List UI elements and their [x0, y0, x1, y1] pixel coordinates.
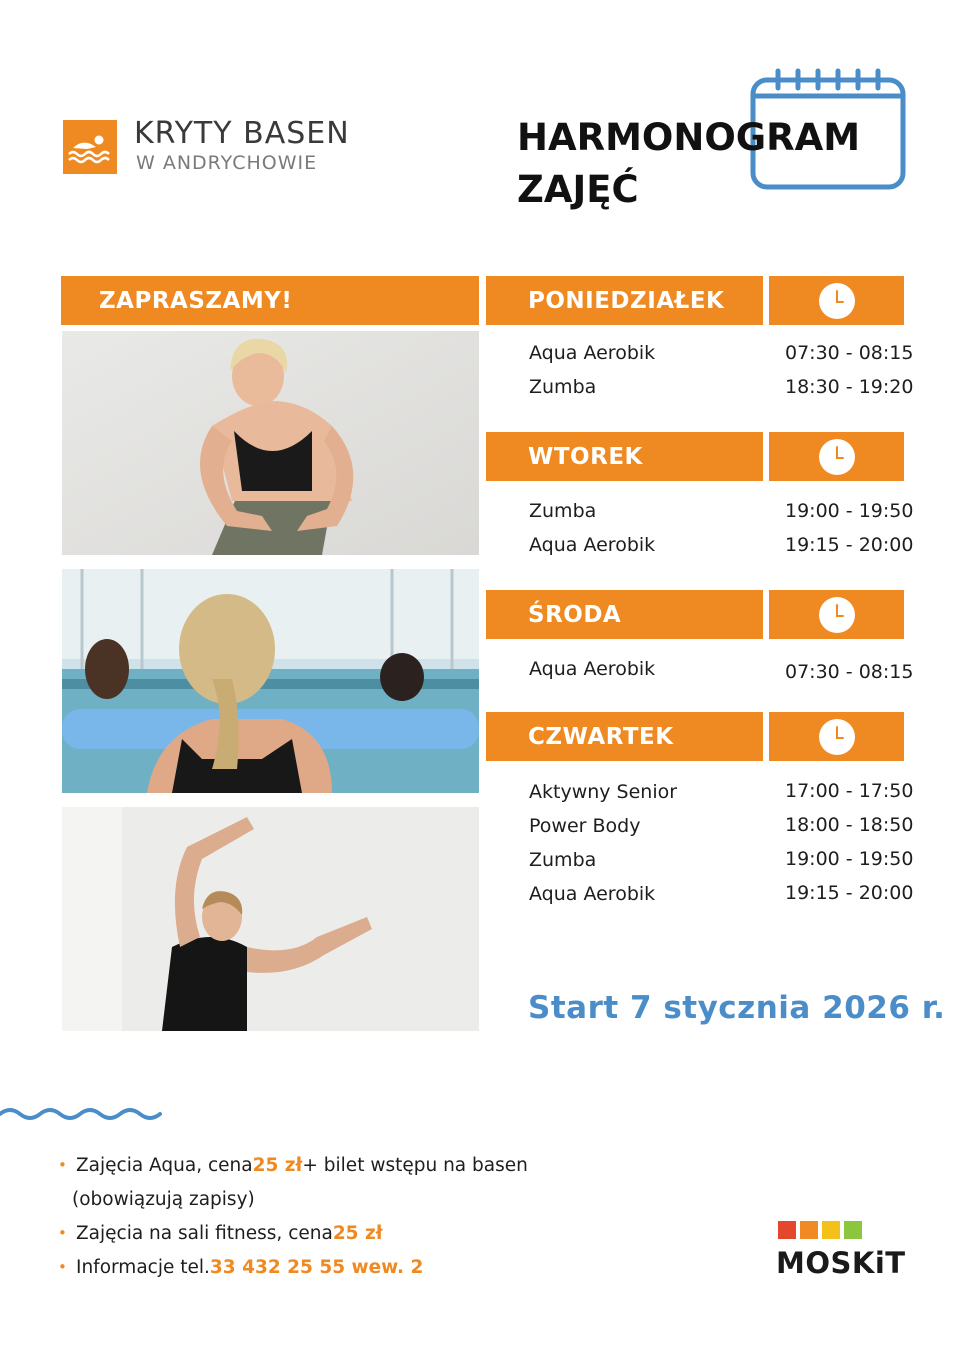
class-name: Aqua Aerobik	[529, 658, 656, 680]
photo-fitness-woman	[62, 331, 479, 555]
logo-title: KRYTY BASEN	[134, 116, 350, 151]
moskit-logo-square-red	[778, 1221, 796, 1239]
info-fitness-prefix: Zajęcia na sali fitness, cena	[76, 1222, 333, 1244]
time-header-wednesday	[769, 590, 904, 639]
day-bar-wednesday	[486, 590, 763, 639]
class-time: 07:30 - 08:15	[785, 342, 914, 364]
info-list	[58, 1148, 528, 1284]
info-phone: 33 432 25 55 wew. 2	[209, 1256, 424, 1278]
moskit-logo-text: MOSKiT	[776, 1246, 906, 1280]
class-name: Aqua Aerobik	[529, 342, 656, 364]
title-line-1: HARMONOGRAM	[517, 116, 861, 159]
title-line-2: ZAJĘĆ	[517, 168, 639, 211]
moskit-logo-square-green	[844, 1221, 862, 1239]
invite-bar	[61, 276, 479, 325]
moskit-logo-square-orange	[800, 1221, 818, 1239]
class-name: Zumba	[529, 500, 597, 522]
class-time: 19:00 - 19:50	[785, 848, 914, 870]
class-time: 19:15 - 20:00	[785, 882, 914, 904]
day-name: ŚRODA	[528, 601, 622, 628]
class-name: Aktywny Senior	[529, 781, 678, 803]
info-aqua-prefix: Zajęcia Aqua, cena	[76, 1154, 253, 1176]
invite-label: ZAPRASZAMY!	[99, 287, 293, 314]
clock-icon	[818, 282, 856, 320]
time-header-monday	[769, 276, 904, 325]
clock-icon	[818, 596, 856, 634]
bullet-icon: •	[58, 1156, 67, 1174]
day-bar-tuesday	[486, 432, 763, 481]
moskit-logo-square-yellow	[822, 1221, 840, 1239]
day-bar-monday	[486, 276, 763, 325]
swimmer-icon	[63, 120, 117, 174]
class-time: 17:00 - 17:50	[785, 780, 914, 802]
info-aqua-price: 25 zł	[252, 1154, 303, 1176]
info-item-fitness	[58, 1216, 528, 1250]
class-name: Zumba	[529, 376, 597, 398]
class-time: 07:30 - 08:15	[785, 661, 914, 683]
bullet-icon: •	[58, 1224, 67, 1242]
time-header-thursday	[769, 712, 904, 761]
info-item-aqua-note	[58, 1182, 528, 1216]
time-header-tuesday	[769, 432, 904, 481]
info-item-aqua	[58, 1148, 528, 1182]
class-name: Aqua Aerobik	[529, 534, 656, 556]
class-time: 19:15 - 20:00	[785, 534, 914, 556]
class-time: 19:00 - 19:50	[785, 500, 914, 522]
info-phone-prefix: Informacje tel.	[76, 1256, 210, 1278]
clock-icon	[818, 438, 856, 476]
day-bar-thursday	[486, 712, 763, 761]
logo-subtitle: W ANDRYCHOWIE	[136, 152, 318, 174]
photo-dance-class	[62, 807, 479, 1031]
clock-icon	[818, 718, 856, 756]
class-name: Zumba	[529, 849, 597, 871]
class-time: 18:00 - 18:50	[785, 814, 914, 836]
start-date: Start 7 stycznia 2026 r.	[528, 990, 946, 1026]
wave-decoration	[0, 1100, 162, 1131]
day-name: CZWARTEK	[528, 723, 674, 750]
class-name: Power Body	[529, 815, 641, 837]
class-time: 18:30 - 19:20	[785, 376, 914, 398]
info-fitness-price: 25 zł	[332, 1222, 383, 1244]
photo-aqua-class	[62, 569, 479, 793]
pool-logo-mark	[63, 120, 117, 174]
info-aqua-note: (obowiązują zapisy)	[72, 1188, 255, 1210]
class-name: Aqua Aerobik	[529, 883, 656, 905]
day-name: WTOREK	[528, 443, 643, 470]
bullet-icon: •	[58, 1258, 67, 1276]
day-name: PONIEDZIAŁEK	[528, 287, 725, 314]
info-aqua-suffix: + bilet wstępu na basen	[302, 1154, 528, 1176]
info-item-phone	[58, 1250, 528, 1284]
page-title	[517, 112, 860, 216]
